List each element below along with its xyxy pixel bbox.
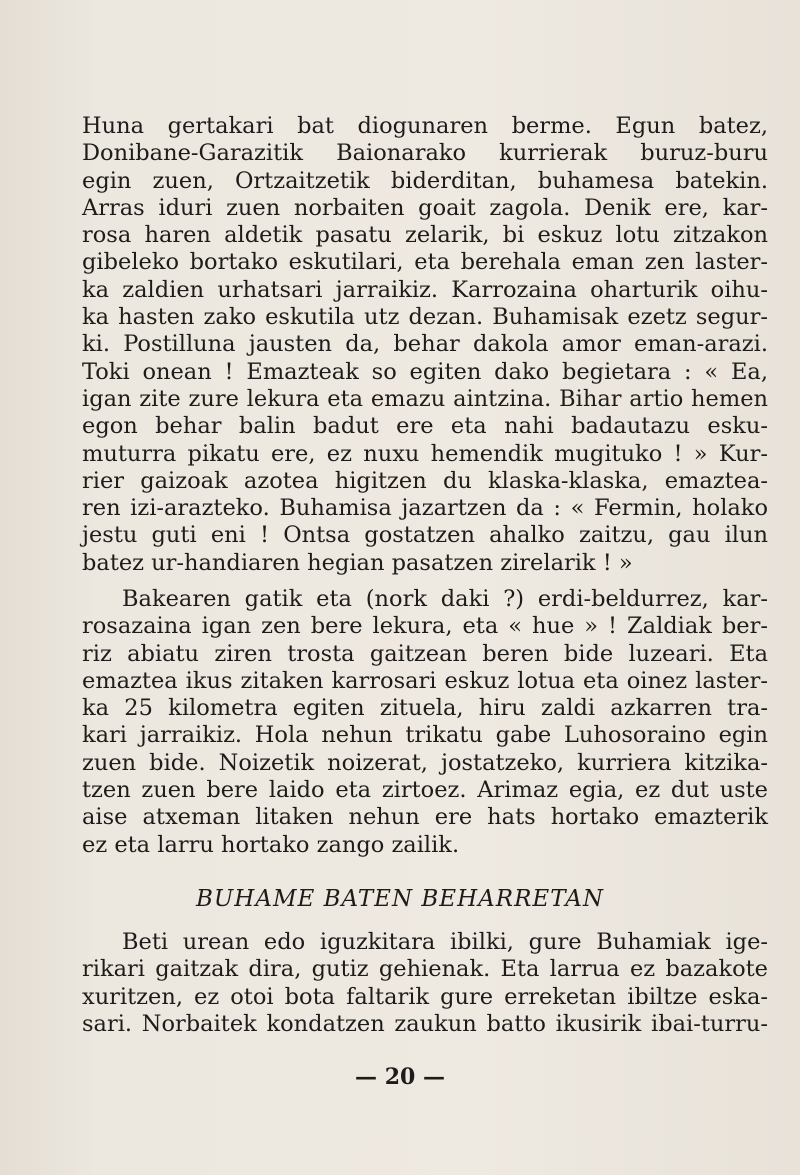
text-line: Huna gertakari bat diogunaren berme. Egun batez, [82,113,768,139]
text-line: ren izi-arazteko. Buhamisa jazartzen da : « Fermin, holako [82,495,768,522]
text-line: rosazaina igan zen bere lekura, eta « hue » ! Zaldiak ber- [82,613,768,640]
text-line: ki. Postilluna jausten da, behar dakola amor eman-arazi. [82,331,768,358]
text-line: ka hasten zako eskutila utz dezan. Buhamisak ezetz segur- [82,304,768,331]
text-line: gibeleko bortako eskutilari, eta berehala eman zen laster- [82,249,768,276]
page-number: — 20 — [355,1064,445,1090]
text-line: Toki onean ! Emazteak so egiten dako begietara : « Ea, [82,358,768,385]
text-line: xuritzen, ez otoi bota faltarik gure erreketan ibiltze eska- [82,983,768,1010]
section-heading: BUHAME BATEN BEHARRETAN [195,886,605,912]
text-line: zuen bide. Noizetik noizerat, jostatzeko, kurriera kitzika- [82,749,768,776]
text-line: rikari gaitzak dira, gutiz gehienak. Eta larrua ez bazakote [82,956,768,983]
text-line: tzen zuen bere laido eta zirtoez. Arimaz egia, ez dut uste [82,777,768,804]
paragraph-1 [82,113,768,577]
text-line: ka zaldien urhatsari jarraikiz. Karrozaina oharturik oihu- [82,276,768,303]
text-line: rier gaizoak azotea higitzen du klaska-klaska, emaztea- [82,467,768,494]
text-line: rosa haren aldetik pasatu zelarik, bi eskuz lotu zitzakon [82,222,768,249]
text-line: Beti urean edo iguzkitara ibilki, gure Buhamiak ige- [122,929,768,955]
text-line: muturra pikatu ere, ez nuxu hemendik mugituko ! » Kur- [82,440,768,467]
text-line: kari jarraikiz. Hola nehun trikatu gabe Luhosoraino egin [82,722,768,749]
text-line: Arras iduri zuen norbaiten goait zagola. Denik ere, kar- [82,194,768,221]
text-line: jestu guti eni ! Ontsa gostatzen ahalko zaitzu, gau ilun [82,522,768,549]
text-line: egin zuen, Ortzaitzetik biderditan, buhamesa batekin. [82,167,768,194]
text-line: egon behar balin badut ere eta nahi badautazu esku- [82,413,768,440]
text-line: sari. Norbaitek kondatzen zaukun batto ikusirik ibai-turru- [82,1010,768,1037]
text-line: ez eta larru hortako zango zailik. [82,831,460,858]
text-line: aise atxeman litaken nehun ere hats hortako emazterik [82,804,768,831]
text-line: batez ur-handiaren hegian pasatzen zirelarik ! » [82,549,633,576]
text-line: ka 25 kilometra egiten zituela, hiru zaldi azkarren tra- [82,695,768,722]
text-line: Bakearen gatik eta (nork daki ?) erdi-beldurrez, kar- [122,586,768,612]
text-line: igan zite zure lekura eta emazu aintzina. Bihar artio hemen [82,385,768,412]
paragraph-3 [82,929,768,1038]
text-line: riz abiatu ziren trosta gaitzean beren bide luzeari. Eta [82,640,768,667]
paragraph-2 [82,586,768,859]
text-line: emaztea ikus zitaken karrosari eskuz lotua eta oinez laster- [82,667,768,694]
text-line: Donibane-Garazitik Baionarako kurrierak buruz-buru [82,140,768,167]
